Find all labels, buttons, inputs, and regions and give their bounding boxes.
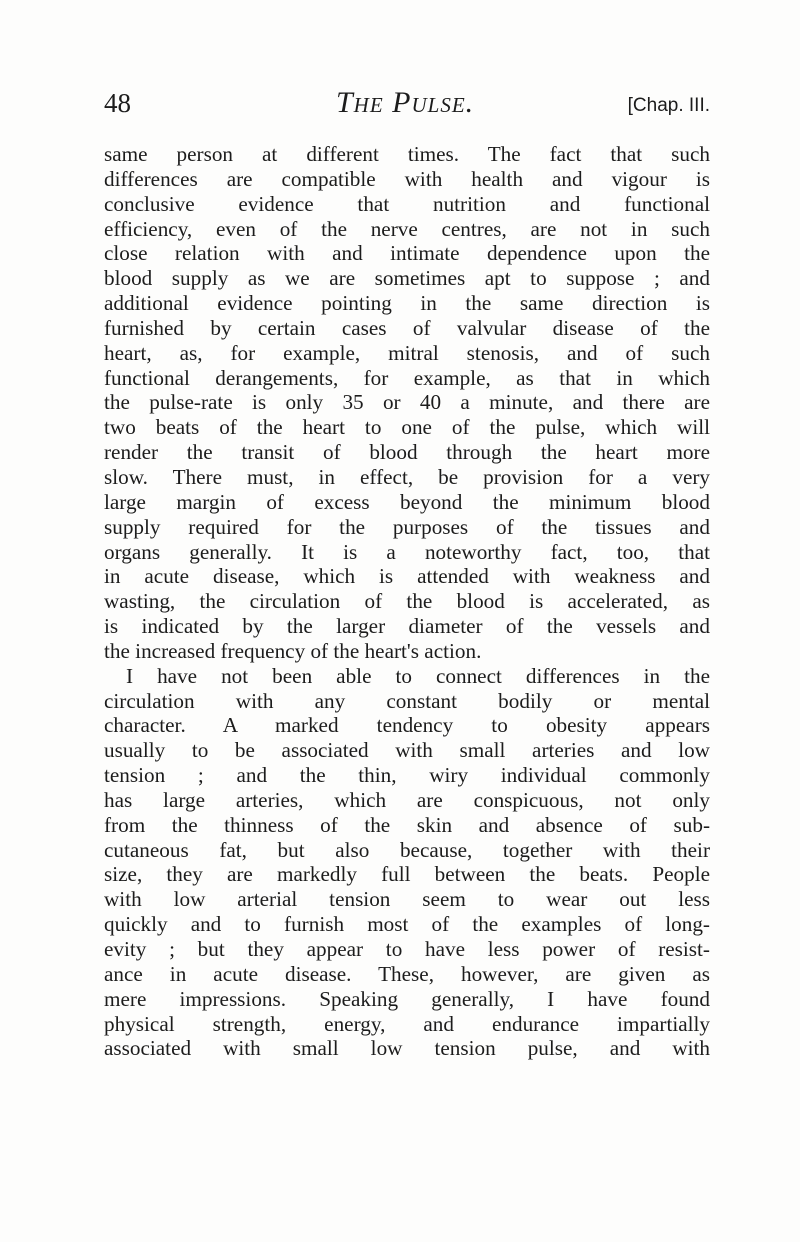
text-line: furnished by certain cases of valvular disease of the: [104, 315, 710, 340]
text-line: mere impressions. Speaking generally, I have found: [104, 986, 710, 1011]
text-line: is indicated by the larger diameter of the vessels and: [104, 614, 710, 639]
text-line: efficiency, even of the nerve centres, are not in such: [104, 216, 710, 241]
text-line: with low arterial tension seem to wear out less: [104, 887, 710, 912]
text-line: additional evidence pointing in the same direction is: [104, 291, 710, 316]
text-line: has large arteries, which are conspicuous, not only: [104, 787, 710, 812]
text-line: organs generally. It is a noteworthy fact, too, that: [104, 539, 710, 564]
paragraph-start-line: I have not been able to connect differences in the: [126, 663, 710, 688]
text-line: same person at different times. The fact that such: [104, 142, 710, 166]
text-line: conclusive evidence that nutrition and functional: [104, 191, 710, 216]
text-line: slow. There must, in effect, be provision for a very: [104, 464, 710, 489]
text-line: blood supply as we are sometimes apt to suppose ; and: [104, 266, 710, 291]
text-line: character. A marked tendency to obesity appears: [104, 713, 710, 738]
text-line: from the thinness of the skin and absence of sub-: [104, 812, 710, 837]
text-line: size, they are markedly full between the beats. People: [104, 862, 710, 887]
paragraph-end-line: the increased frequency of the heart's action.: [104, 638, 482, 663]
text-line: quickly and to furnish most of the examples of long-: [104, 912, 710, 937]
text-line: ance in acute disease. These, however, are given as: [104, 961, 710, 986]
text-line: render the transit of blood through the heart more: [104, 440, 710, 465]
text-line: close relation with and intimate dependence upon the: [104, 241, 710, 266]
text-line: supply required for the purposes of the tissues and: [104, 514, 710, 539]
text-line: wasting, the circulation of the blood is accelerated, as: [104, 589, 710, 614]
text-line: circulation with any constant bodily or mental: [104, 688, 710, 713]
text-line: in acute disease, which is attended with weakness and: [104, 564, 710, 589]
text-line: evity ; but they appear to have less power of resist-: [104, 937, 710, 961]
chapter-reference: [Chap. III.: [627, 95, 710, 116]
text-line: large margin of excess beyond the minimum blood: [104, 489, 710, 514]
text-line: cutaneous fat, but also because, together with their: [104, 837, 710, 862]
text-line: physical strength, energy, and endurance impartially: [104, 1011, 710, 1036]
body-text: [104, 142, 710, 1061]
text-line: differences are compatible with health and vigour is: [104, 166, 710, 191]
text-line: functional derangements, for example, as that in which: [104, 365, 710, 390]
page-number: 48: [104, 88, 131, 118]
running-title: The Pulse.: [336, 86, 475, 119]
text-line: the pulse-rate is only 35 or 40 a minute, and there are: [104, 390, 710, 415]
text-line: heart, as, for example, mitral stenosis, and of such: [104, 340, 710, 365]
text-line: tension ; and the thin, wiry individual commonly: [104, 763, 710, 788]
running-head: [104, 86, 710, 120]
text-line: two beats of the heart to one of the pulse, which will: [104, 415, 710, 440]
text-line: usually to be associated with small arteries and low: [104, 738, 710, 763]
text-line: associated with small low tension pulse, and with: [104, 1036, 710, 1061]
